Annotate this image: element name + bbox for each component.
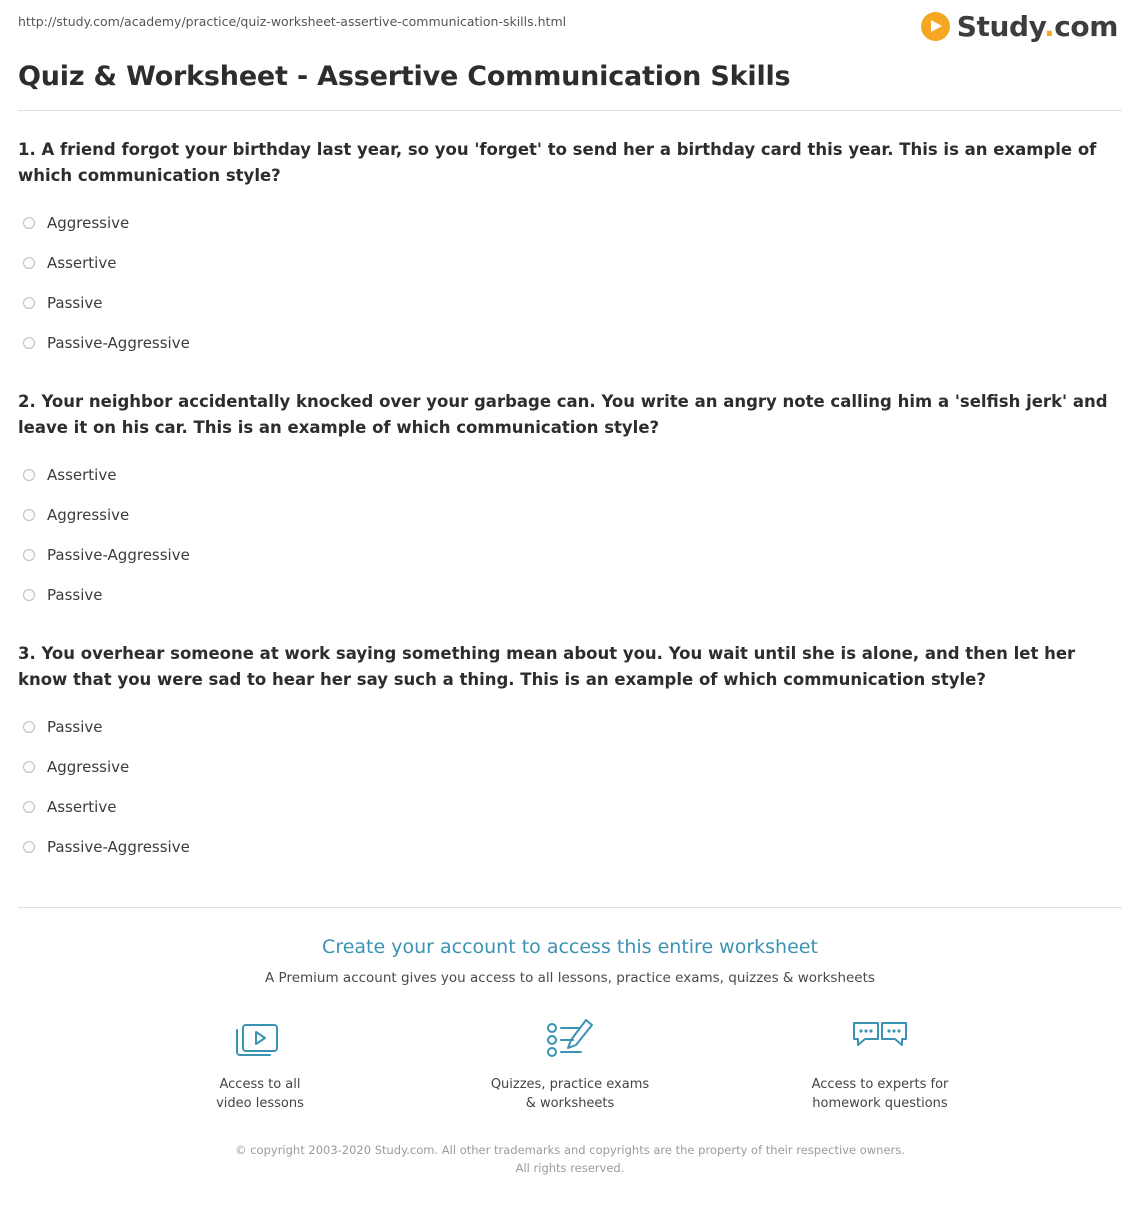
feature-caption-line1: Access to all — [219, 1077, 301, 1092]
feature-item — [175, 1014, 345, 1113]
promo-section — [18, 908, 1122, 1177]
choice-option[interactable] — [18, 323, 1122, 363]
choice-label: Assertive — [47, 798, 117, 816]
radio-icon[interactable] — [23, 509, 35, 521]
page-title: Quiz & Worksheet - Assertive Communication Skills — [18, 61, 791, 92]
feature-caption — [795, 1075, 965, 1113]
choice-list — [18, 455, 1122, 615]
choice-label: Passive-Aggressive — [47, 838, 190, 856]
radio-icon[interactable] — [23, 589, 35, 601]
choice-label: Passive — [47, 294, 103, 312]
choice-option[interactable] — [18, 495, 1122, 535]
radio-icon[interactable] — [23, 721, 35, 733]
logo-brand: Study — [956, 10, 1044, 43]
question-text: 3. You overhear someone at work saying something mean about you. You wait until she is alone, and then let her know that you were sad to hear her say such a thing. This is an example of which communication style? — [18, 644, 1076, 689]
question-block — [18, 389, 1122, 615]
question-block — [18, 137, 1122, 363]
play-circle-icon — [921, 12, 950, 41]
choice-option[interactable] — [18, 455, 1122, 495]
choice-option[interactable] — [18, 243, 1122, 283]
feature-caption — [485, 1075, 655, 1113]
copyright-text: © copyright 2003-2020 Study.com. All other trademarks and copyrights are the property of their respective owners. All rights reserved. — [235, 1143, 905, 1175]
logo-text — [957, 10, 1118, 43]
page-topbar — [18, 0, 1122, 48]
choice-option[interactable] — [18, 283, 1122, 323]
quiz-checklist-icon — [485, 1014, 655, 1066]
feature-caption-line2: & worksheets — [525, 1096, 615, 1111]
video-player-icon — [175, 1014, 345, 1066]
feature-caption — [175, 1075, 345, 1113]
create-account-link[interactable]: Create your account to access this entire worksheet — [322, 936, 818, 958]
feature-caption-line2: homework questions — [812, 1096, 948, 1111]
choice-label: Aggressive — [47, 506, 130, 524]
choice-option[interactable] — [18, 203, 1122, 243]
choice-option[interactable] — [18, 535, 1122, 575]
choice-list — [18, 707, 1122, 867]
choice-option[interactable] — [18, 787, 1122, 827]
question-text: 1. A friend forgot your birthday last year, so you 'forget' to send her a birthday card this year. This is an example of which communication style? — [18, 140, 1097, 185]
radio-icon[interactable] — [23, 469, 35, 481]
choice-label: Passive — [47, 586, 103, 604]
title-divider — [18, 110, 1122, 111]
choice-label: Aggressive — [47, 758, 130, 776]
feature-caption-line1: Quizzes, practice exams — [490, 1077, 650, 1092]
radio-icon[interactable] — [23, 297, 35, 309]
choice-option[interactable] — [18, 707, 1122, 747]
feature-list — [18, 1014, 1122, 1113]
question-text: 2. Your neighbor accidentally knocked over your garbage can. You write an angry note calling him a 'selfish jerk' and leave it on his car. This is an example of which communication style? — [18, 392, 1108, 437]
radio-icon[interactable] — [23, 841, 35, 853]
choice-label: Aggressive — [47, 214, 130, 232]
feature-item — [795, 1014, 965, 1113]
radio-icon[interactable] — [23, 337, 35, 349]
choice-option[interactable] — [18, 827, 1122, 867]
promo-subtext: A Premium account gives you access to all lessons, practice exams, quizzes & worksheets — [265, 970, 875, 986]
radio-icon[interactable] — [23, 549, 35, 561]
page-url: http://study.com/academy/practice/quiz-worksheet-assertive-communication-skills.html — [18, 14, 567, 29]
choice-label: Passive — [47, 718, 103, 736]
question-block — [18, 641, 1122, 867]
choice-list — [18, 203, 1122, 363]
logo-suffix: com — [1054, 10, 1118, 43]
chat-bubbles-icon — [795, 1014, 965, 1066]
radio-icon[interactable] — [23, 801, 35, 813]
choice-option[interactable] — [18, 747, 1122, 787]
radio-icon[interactable] — [23, 257, 35, 269]
feature-item — [485, 1014, 655, 1113]
logo-dot: . — [1043, 10, 1055, 43]
choice-label: Passive-Aggressive — [47, 546, 190, 564]
radio-icon[interactable] — [23, 761, 35, 773]
radio-icon[interactable] — [23, 217, 35, 229]
study-com-logo — [921, 10, 1122, 43]
choice-option[interactable] — [18, 575, 1122, 615]
feature-caption-line1: Access to experts for — [811, 1077, 949, 1092]
choice-label: Passive-Aggressive — [47, 334, 190, 352]
choice-label: Assertive — [47, 254, 117, 272]
feature-caption-line2: video lessons — [216, 1096, 304, 1111]
choice-label: Assertive — [47, 466, 117, 484]
